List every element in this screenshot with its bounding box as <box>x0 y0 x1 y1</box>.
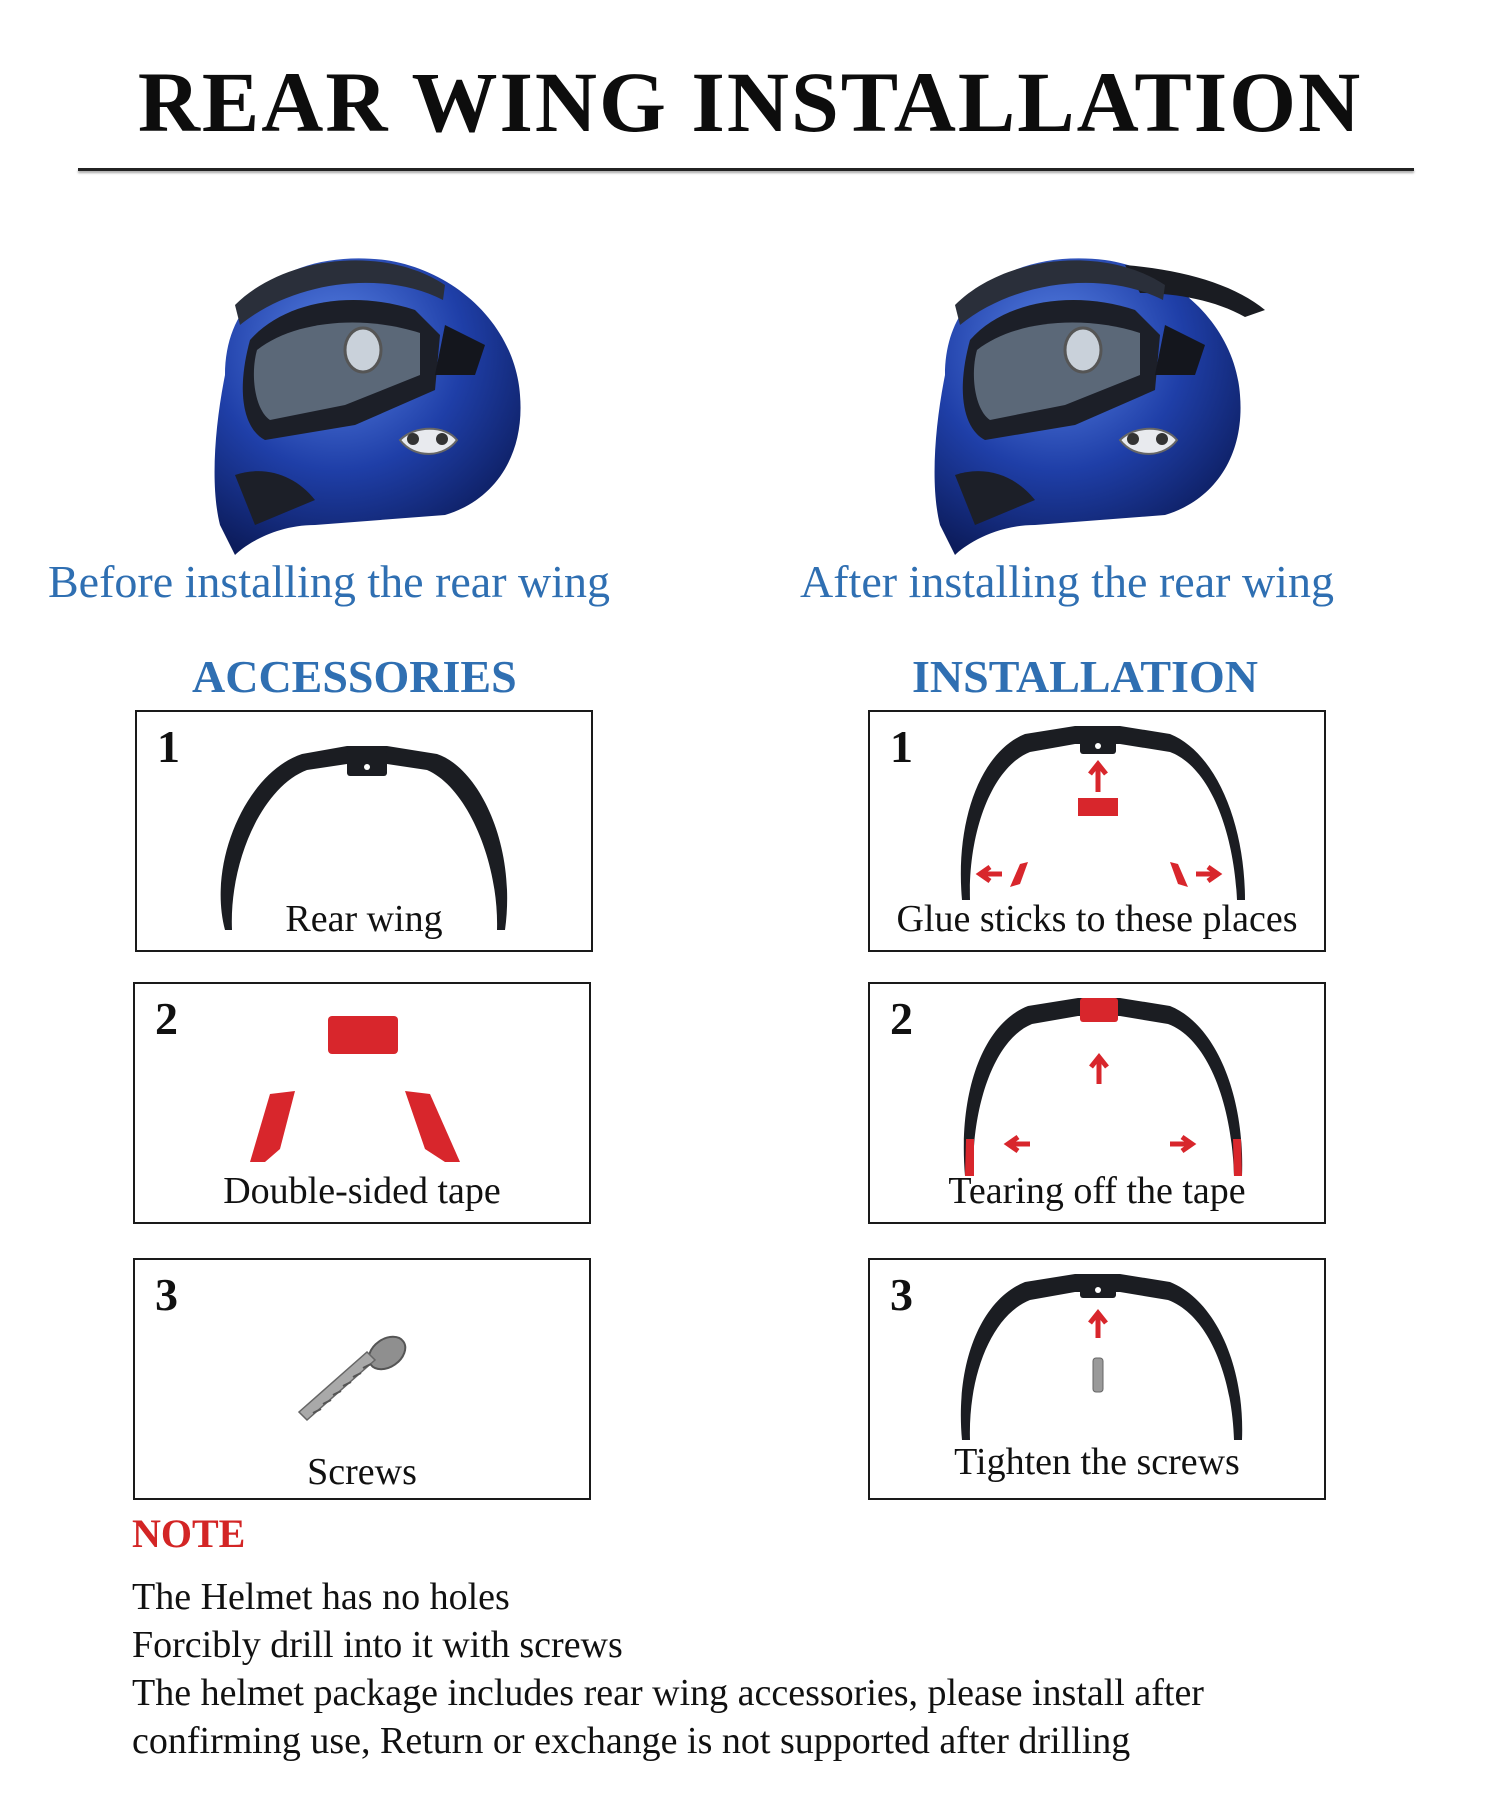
note-line: The helmet package includes rear wing accessories, please install after <box>132 1672 1204 1714</box>
installation-panel-2 <box>868 982 1326 1224</box>
helmet-before-image <box>195 225 545 565</box>
accessory-label: Screws <box>307 1451 417 1493</box>
installation-number: 3 <box>890 1269 913 1320</box>
installation-label: Glue sticks to these places <box>896 898 1298 940</box>
note-title: NOTE <box>132 1511 246 1556</box>
after-caption: After installing the rear wing <box>800 556 1334 607</box>
installation-label: Tighten the screws <box>954 1441 1240 1483</box>
note-line: confirming use, Return or exchange is not supported after drilling <box>132 1720 1131 1762</box>
title-divider <box>78 168 1414 171</box>
accessory-panel-2 <box>133 982 591 1224</box>
accessory-label: Double-sided tape <box>223 1170 501 1212</box>
installation-panel-1 <box>868 710 1326 952</box>
accessory-panel-1 <box>135 710 593 952</box>
helmet-after-image <box>915 225 1265 565</box>
installation-number: 2 <box>890 993 913 1044</box>
accessories-heading: ACCESSORIES <box>192 651 517 702</box>
note-line: The Helmet has no holes <box>132 1576 510 1618</box>
installation-label: Tearing off the tape <box>948 1170 1246 1212</box>
note-line: Forcibly drill into it with screws <box>132 1624 623 1666</box>
accessory-number: 2 <box>155 993 178 1044</box>
installation-heading: INSTALLATION <box>912 651 1258 702</box>
before-caption: Before installing the rear wing <box>48 556 611 607</box>
page-title: REAR WING INSTALLATION <box>137 54 1363 150</box>
installation-number: 1 <box>890 721 913 772</box>
accessory-panel-3 <box>133 1258 591 1500</box>
installation-panel-3 <box>868 1258 1326 1500</box>
accessory-number: 3 <box>155 1269 178 1320</box>
accessory-number: 1 <box>157 721 180 772</box>
accessory-label: Rear wing <box>285 898 443 940</box>
